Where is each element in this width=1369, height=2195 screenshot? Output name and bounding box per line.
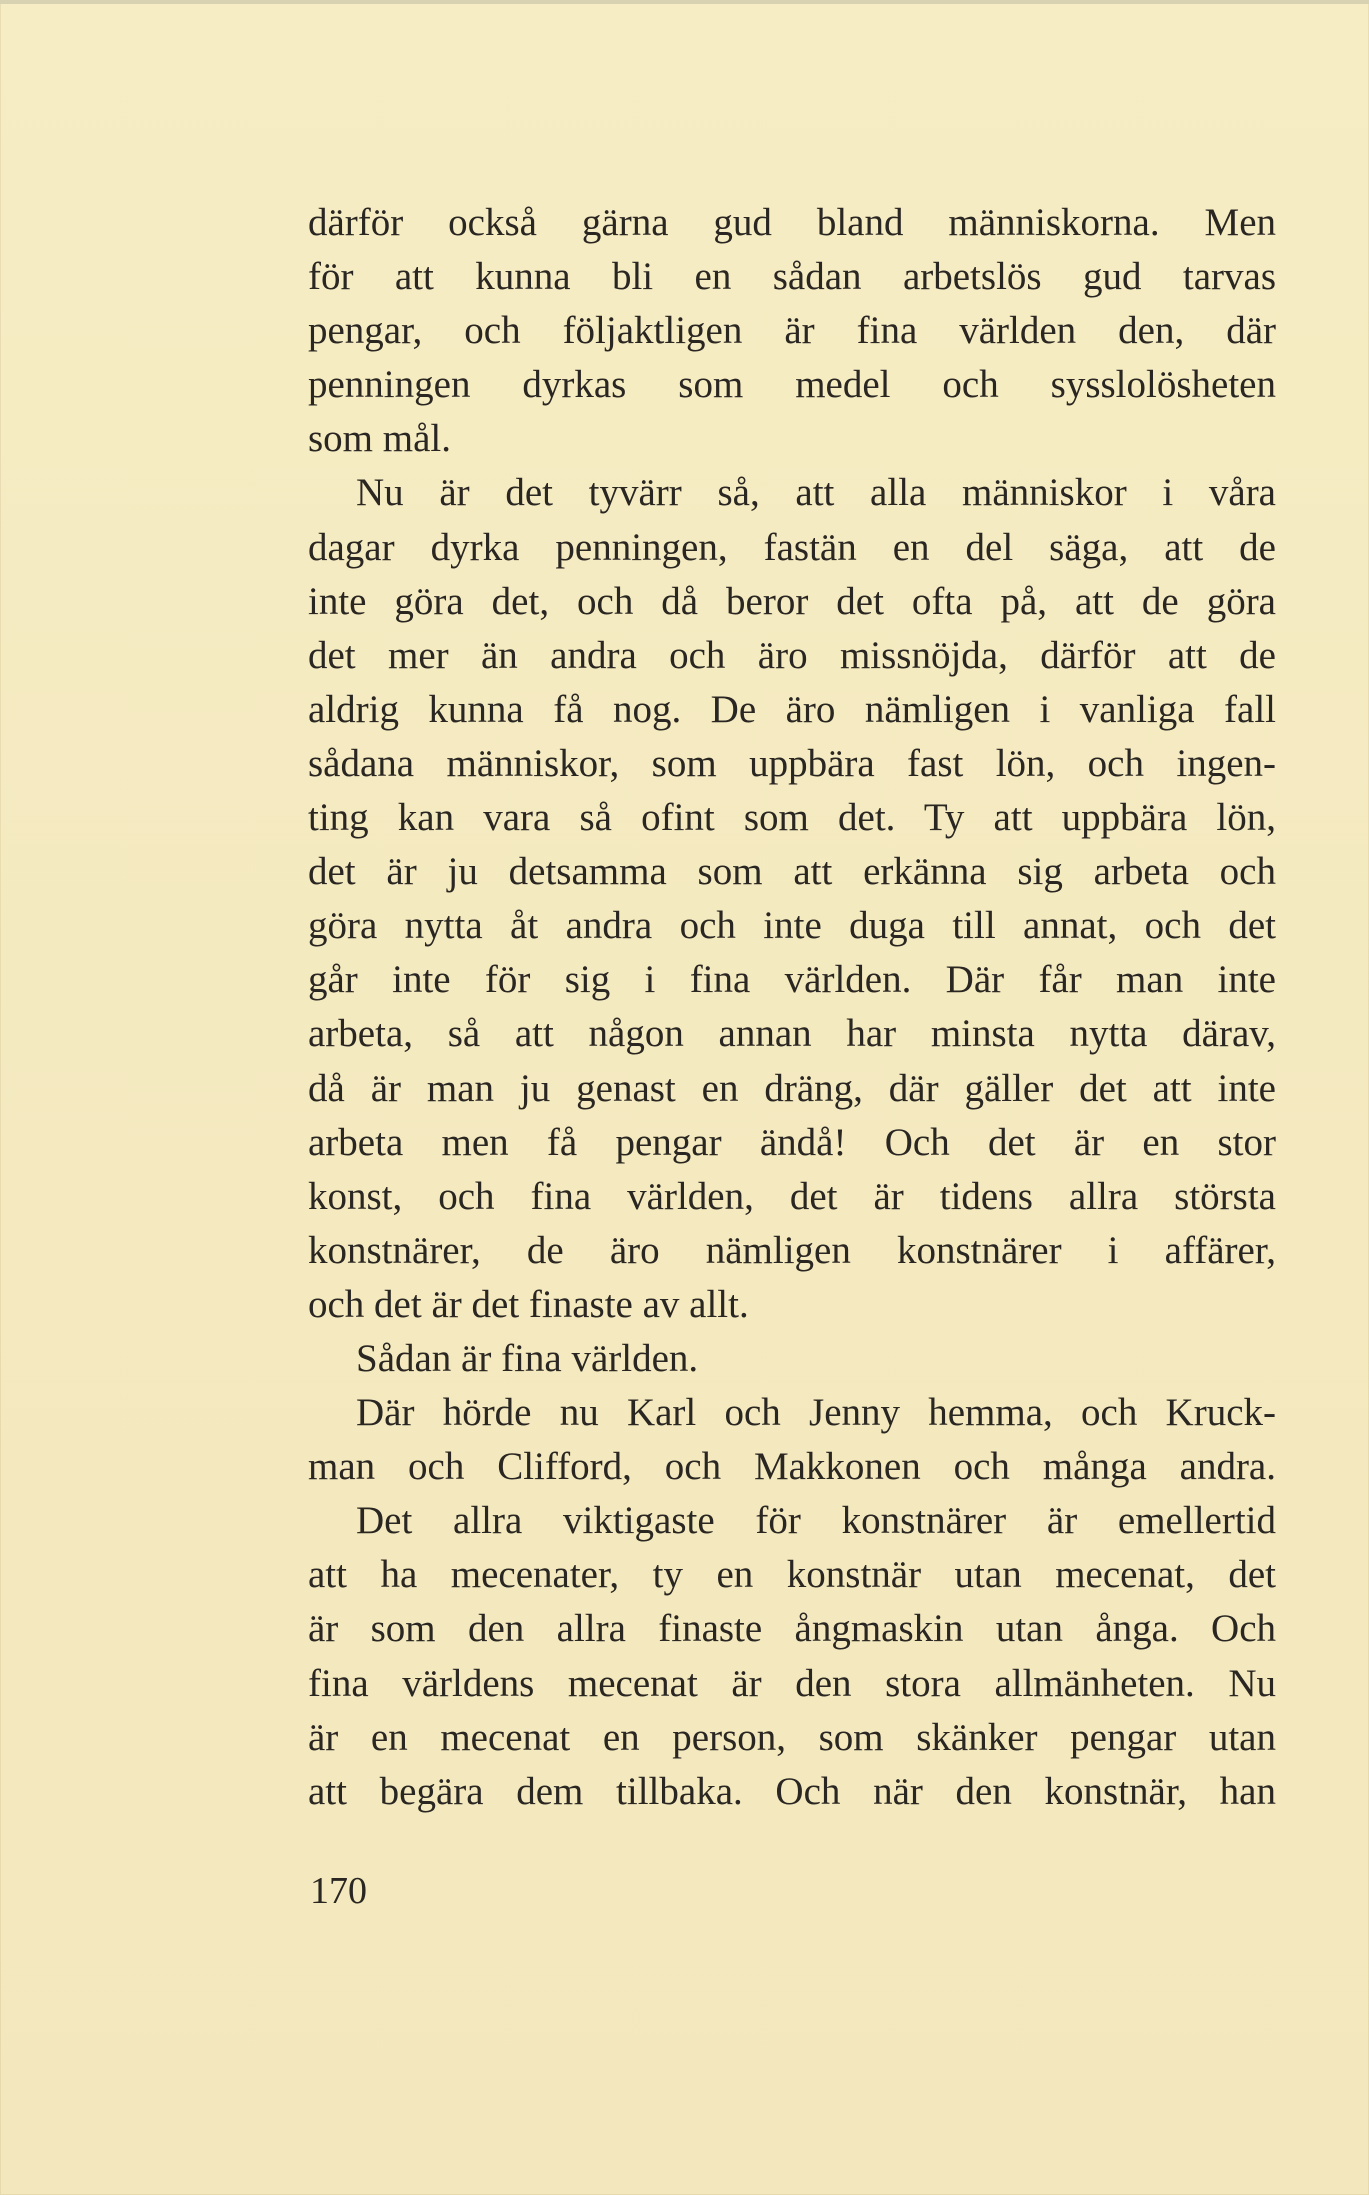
text-line: sådana människor, som uppbära fast lön, och ingen- (308, 741, 1276, 785)
text-line: arbeta men få pengar ändå! Och det är en stor (308, 1120, 1276, 1164)
text-line: att begära dem tillbaka. Och när den konstnär, han (308, 1769, 1276, 1813)
text-line: Nu är det tyvärr så, att alla människor i våra (356, 471, 1276, 515)
text-line: konstnärer, de äro nämligen konstnärer i affärer, (308, 1228, 1276, 1272)
text-line: Där hörde nu Karl och Jenny hemma, och Kruck- (356, 1391, 1276, 1435)
text-line: för att kunna bli en sådan arbetslös gud tarvas (308, 255, 1276, 299)
text-line: konst, och fina världen, det är tidens allra största (308, 1174, 1276, 1218)
page-number: 170 (310, 1870, 367, 1912)
text-line: är en mecenat en person, som skänker pengar utan (308, 1715, 1276, 1759)
text-line: aldrig kunna få nog. De äro nämligen i vanliga fall (308, 687, 1276, 731)
text-line: som mål. (308, 417, 451, 461)
text-line: pengar, och följaktligen är fina världen den, där (308, 309, 1276, 353)
text-line: därför också gärna gud bland människorna. Men (308, 201, 1276, 244)
text-line: ting kan vara så ofint som det. Ty att uppbära lön, (308, 796, 1276, 840)
text-line: går inte för sig i fina världen. Där får man inte (308, 958, 1276, 1002)
text-line: arbeta, så att någon annan har minsta nytta därav, (308, 1012, 1276, 1056)
text-line: dagar dyrka penningen, fastän en del säga, att de (308, 525, 1276, 569)
text-line: Det allra viktigaste för konstnärer är emellertid (356, 1499, 1276, 1543)
body-text (308, 196, 1276, 1819)
text-line: det är ju detsamma som att erkänna sig arbeta och (308, 850, 1276, 894)
text-line: göra nytta åt andra och inte duga till annat, och det (308, 904, 1276, 948)
page-top-edge (0, 0, 1369, 4)
text-line: är som den allra finaste ångmaskin utan ånga. Och (308, 1607, 1276, 1651)
text-line: Sådan är fina världen. (356, 1336, 699, 1380)
text-line: penningen dyrkas som medel och sysslolösheten (308, 363, 1276, 407)
text-line: man och Clifford, och Makkonen och många andra. (308, 1445, 1276, 1489)
text-line: och det är det finaste av allt. (308, 1282, 749, 1326)
text-line: då är man ju genast en dräng, där gäller det att inte (308, 1066, 1276, 1110)
text-line: det mer än andra och äro missnöjda, därför att de (308, 633, 1276, 677)
text-line: fina världens mecenat är den stora allmänheten. Nu (308, 1661, 1276, 1705)
text-line: att ha mecenater, ty en konstnär utan mecenat, det (308, 1553, 1276, 1597)
text-line: inte göra det, och då beror det ofta på, att de göra (308, 579, 1276, 623)
